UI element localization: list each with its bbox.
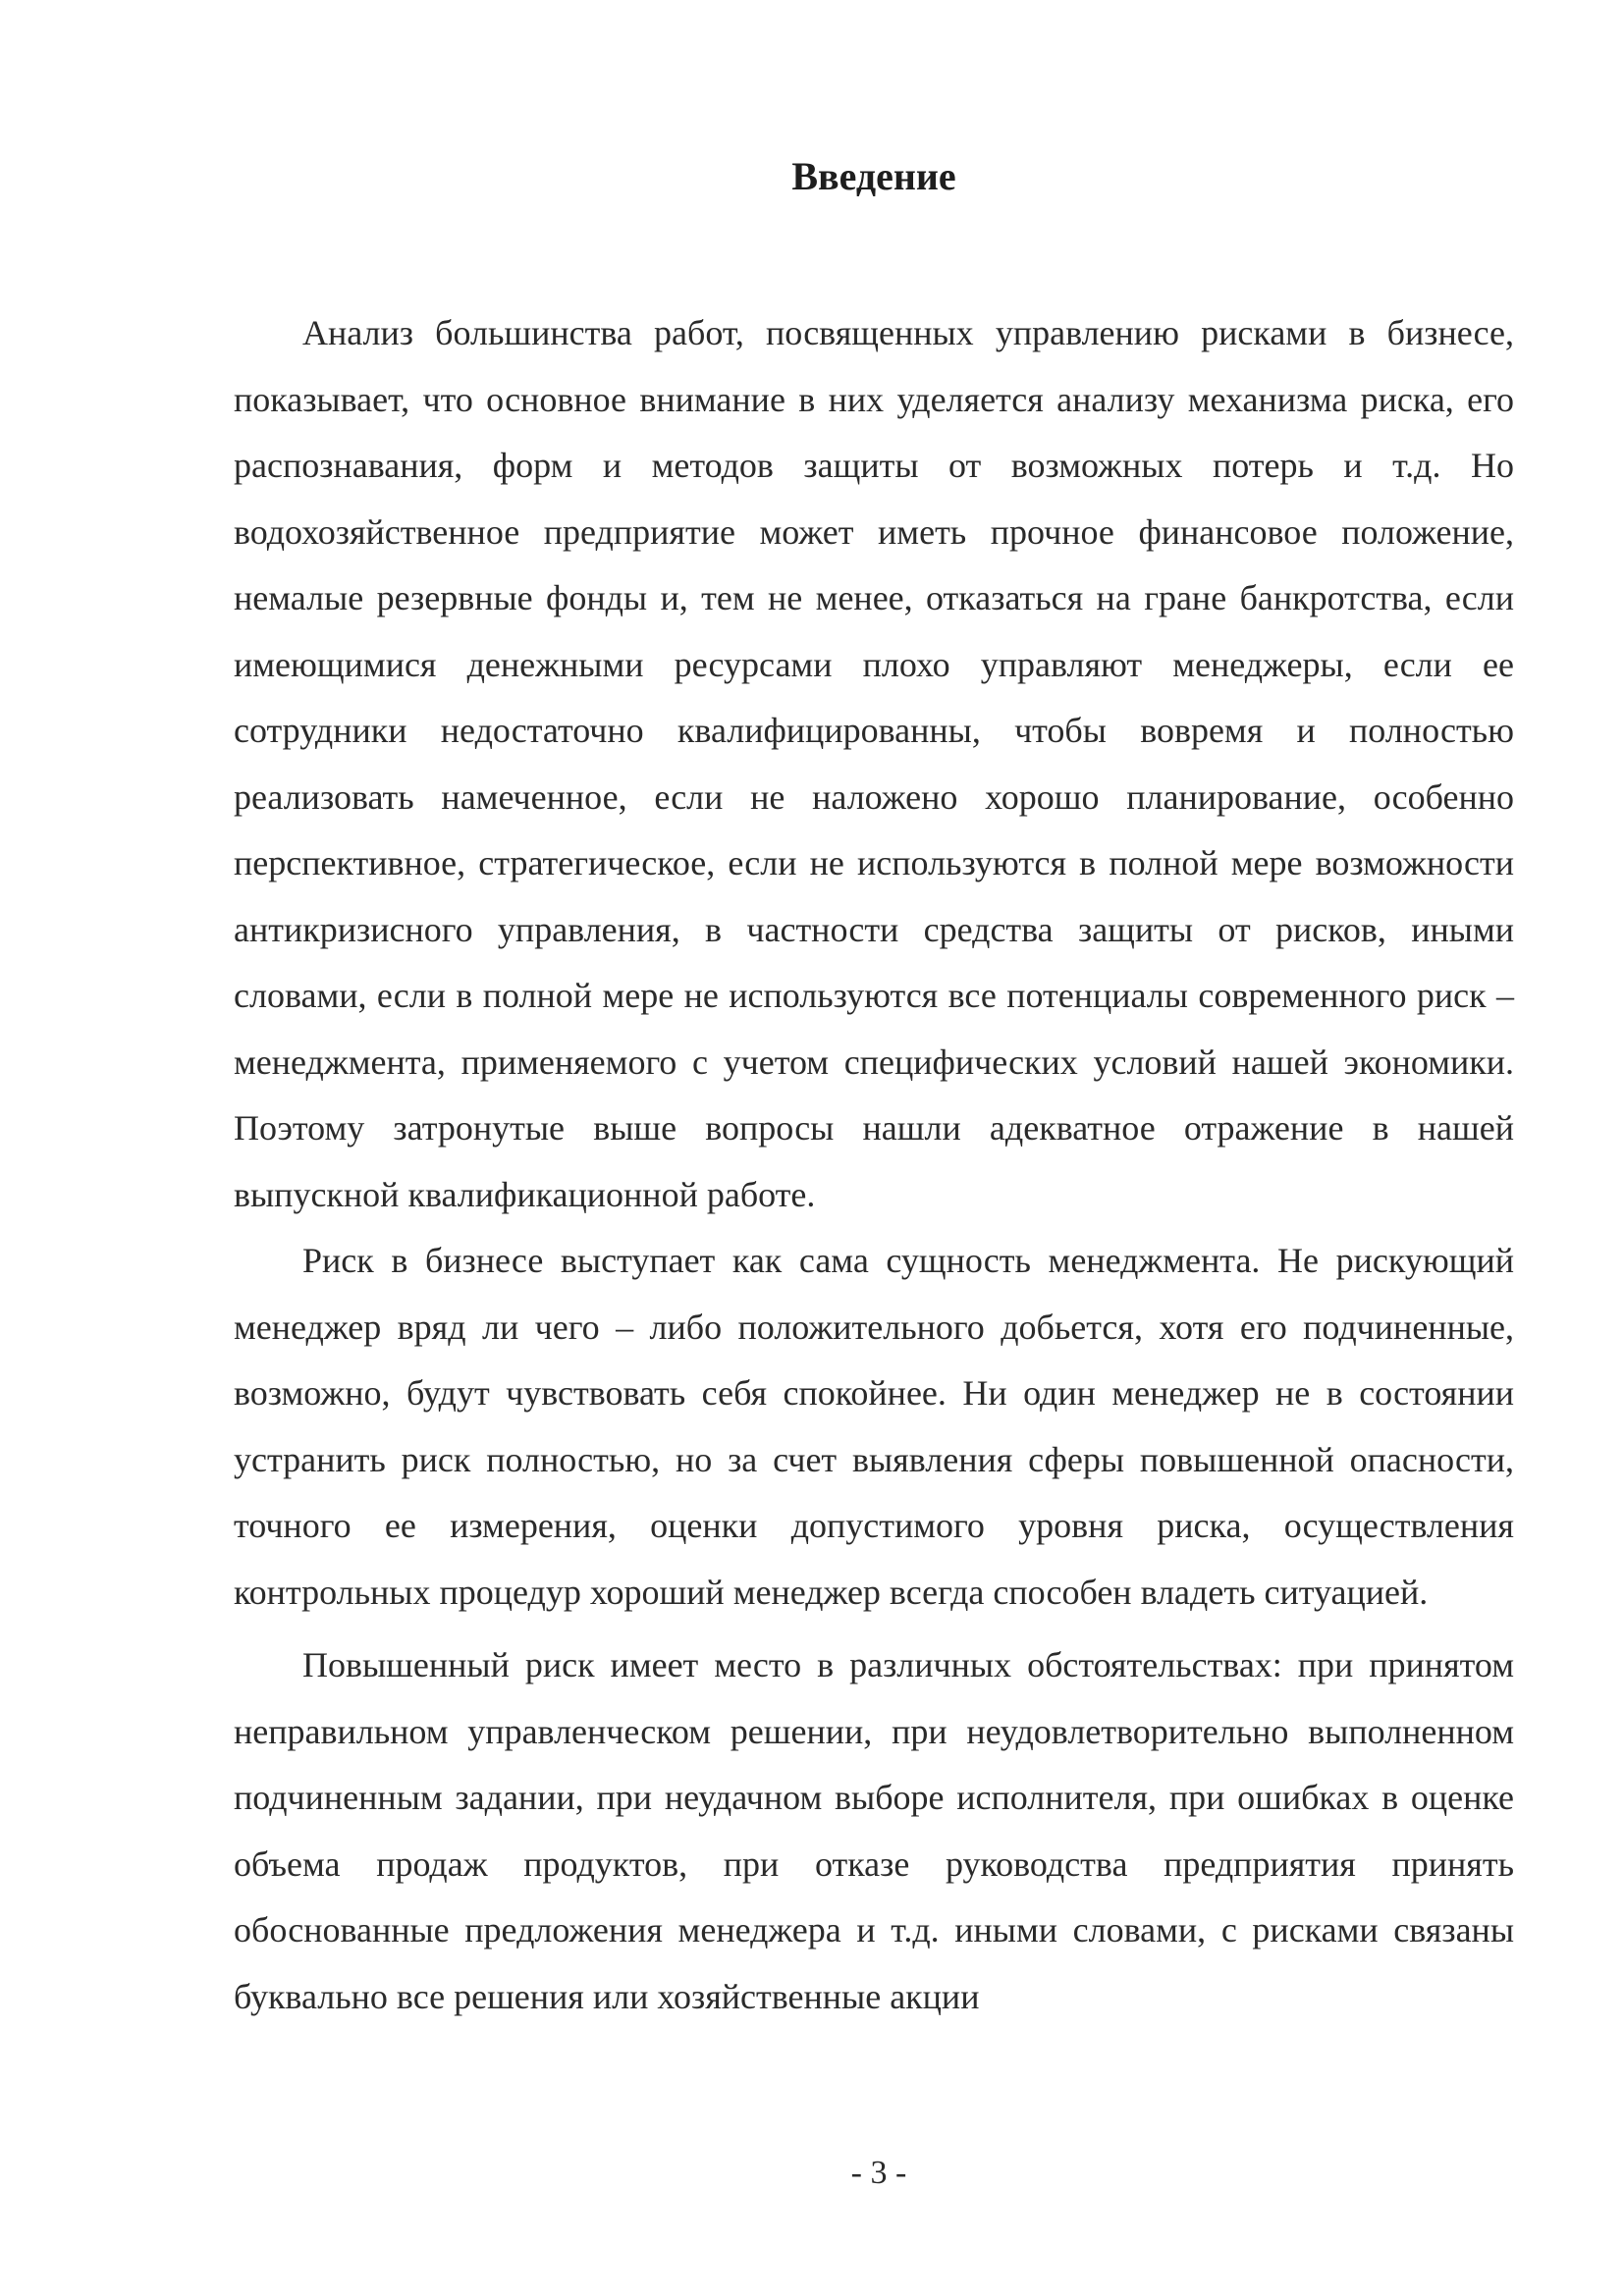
page-number: - 3 - — [850, 2155, 907, 2191]
page-title: Введение — [791, 154, 956, 198]
paragraph-increased-risk: Повышенный риск имеет место в различных обстоятельствах: при принятом неправильном управленческом решении, при неудовлетворительно выполненном подчиненным задании, при неудачном выборе исполнителя, при ошибках в оценке объема продаж продуктов, при отказе руководства предприятия принять обоснованные предложения менеджера и т.д. иными словами, с рисками связаны буквально все решения или хозяйственные акции — [234, 1645, 1514, 2016]
document-body — [234, 300, 1514, 2030]
paragraph-risk-essence: Риск в бизнесе выступает как сама сущность менеджмента. Не рискующий менеджер вряд ли чего – либо положительного добьется, хотя его подчиненные, возможно, будут чувствовать себя спокойнее. Ни один менеджер не в состоянии устранить риск полностью, но за счет выявления сферы повышенной опасности, точного ее измерения, оценки допустимого уровня риска, осуществления контрольных процедур хороший менеджер всегда способен владеть ситуацией. — [234, 1241, 1514, 1612]
paragraph-intro: Анализ большинства работ, посвященных управлению рисками в бизнесе, показывает, что основное внимание в них уделяется анализу механизма риска, его распознавания, форм и методов защиты от возможных потерь и т.д. Но водохозяйственное предприятие может иметь прочное финансовое положение, немалые резервные фонды и, тем не менее, отказаться на гране банкротства, если имеющимися денежными ресурсами плохо управляют менеджеры, если ее сотрудники недостаточно квалифицированны, чтобы вовремя и полностью реализовать намеченное, если не наложено хорошо планирование, особенно перспективное, стратегическое, если не используются в полной мере возможности антикризисного управления, в частности средства защиты от рисков, иными словами, если в полной мере не используются все потенциалы современного риск – менеджмента, применяемого с учетом специфических условий нашей экономики. Поэтому затронутые выше вопросы нашли адекватное отражение в нашей выпускной квалификационной работе. — [234, 313, 1514, 1214]
